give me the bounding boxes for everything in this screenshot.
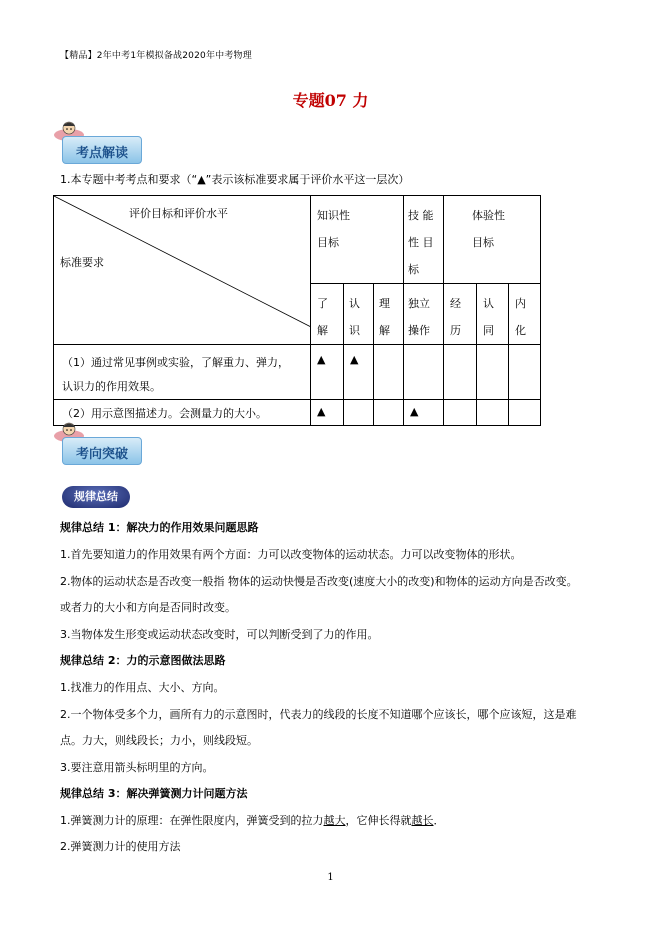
- mark-cell: [344, 400, 374, 426]
- requirements-table: [53, 195, 541, 426]
- row-label: （1）通过常见事例或实验，了解重力、弹力， 认识力的作用效果。: [54, 345, 311, 400]
- rule3-line1: 1.弹簧测力计的原理：在弹性限度内，弹簧受到的拉力越大，它伸长得就越长．: [60, 814, 445, 827]
- group-skill: 技 能 性 目 标: [404, 196, 444, 284]
- sub-header: 理 解: [374, 284, 404, 345]
- mark-cell: ▲: [404, 400, 444, 426]
- page-title: 专题07 力: [292, 91, 369, 110]
- mark-cell: [509, 345, 541, 400]
- row-label: （2）用示意图描述力。会测量力的大小。: [54, 400, 311, 426]
- mark-cell: [509, 400, 541, 426]
- mark-cell: ▲: [311, 345, 344, 400]
- intro-text: 1.本专题中考考点和要求（“▲”表示该标准要求属于评价水平这一层次）: [60, 173, 410, 186]
- sub-header: 了 解: [311, 284, 344, 345]
- blank-answer: 越大: [323, 814, 346, 827]
- summary-pill: 规律总结: [62, 486, 130, 508]
- rule1-line3: 或者力的大小和方向是否同时改变。: [60, 601, 236, 614]
- mark-cell: [477, 345, 509, 400]
- sub-header: 认 同: [477, 284, 509, 345]
- sub-header: 认 识: [344, 284, 374, 345]
- mark-cell: [374, 400, 404, 426]
- mark-cell: [444, 345, 477, 400]
- group-experience: 体验性 目标: [444, 196, 541, 284]
- table-row: [54, 345, 541, 400]
- group-knowledge: 知识性 目标: [311, 196, 404, 284]
- section-badge-kaoxiang: 考向突破: [52, 421, 144, 467]
- corner-bottom-label: 标准要求: [60, 256, 104, 269]
- rule2-line4: 3.要注意用箭头标明里的方向。: [60, 761, 214, 774]
- page-number: 1: [327, 872, 334, 883]
- rule2-title: 规律总结 2：力的示意图做法思路: [60, 654, 226, 667]
- mark-cell: [477, 400, 509, 426]
- table-corner-cell: [54, 196, 311, 345]
- corner-top-label: 评价目标和评价水平: [129, 207, 228, 220]
- mark-cell: ▲: [344, 345, 374, 400]
- mark-cell: [374, 345, 404, 400]
- rule2-line3: 点。力大，则线段长；力小，则线段短。: [60, 734, 258, 747]
- sub-header: 经 历: [444, 284, 477, 345]
- rule3-title: 规律总结 3：解决弹簧测力计问题方法: [60, 787, 248, 800]
- rule2-line2: 2.一个物体受多个力，画所有力的示意图时，代表力的线段的长度不知道哪个应该长，哪个应该短，这是难: [60, 708, 577, 721]
- section-badge-kaodian: 考点解读: [52, 120, 144, 166]
- page-header: 【精品】2年中考1年模拟备战2020年中考物理: [60, 51, 252, 61]
- rule2-line1: 1.找准力的作用点、大小、方向。: [60, 681, 225, 694]
- rule3-line2: 2.弹簧测力计的使用方法: [60, 840, 181, 853]
- mark-cell: [404, 345, 444, 400]
- rule1-title: 规律总结 1：解决力的作用效果问题思路: [60, 521, 259, 534]
- rule1-line1: 1.首先要知道力的作用效果有两个方面：力可以改变物体的运动状态。力可以改变物体的形状。: [60, 548, 522, 561]
- mark-cell: [444, 400, 477, 426]
- sub-header: 内 化: [509, 284, 541, 345]
- rule1-line2: 2.物体的运动状态是否改变一般指 物体的运动快慢是否改变(速度大小的改变)和物体的运动方向是否改变。: [60, 575, 578, 588]
- rule1-line4: 3.当物体发生形变或运动状态改变时，可以判断受到了力的作用。: [60, 628, 379, 641]
- blank-answer: 越长: [411, 814, 434, 827]
- mark-cell: ▲: [311, 400, 344, 426]
- sub-header: 独立 操作: [404, 284, 444, 345]
